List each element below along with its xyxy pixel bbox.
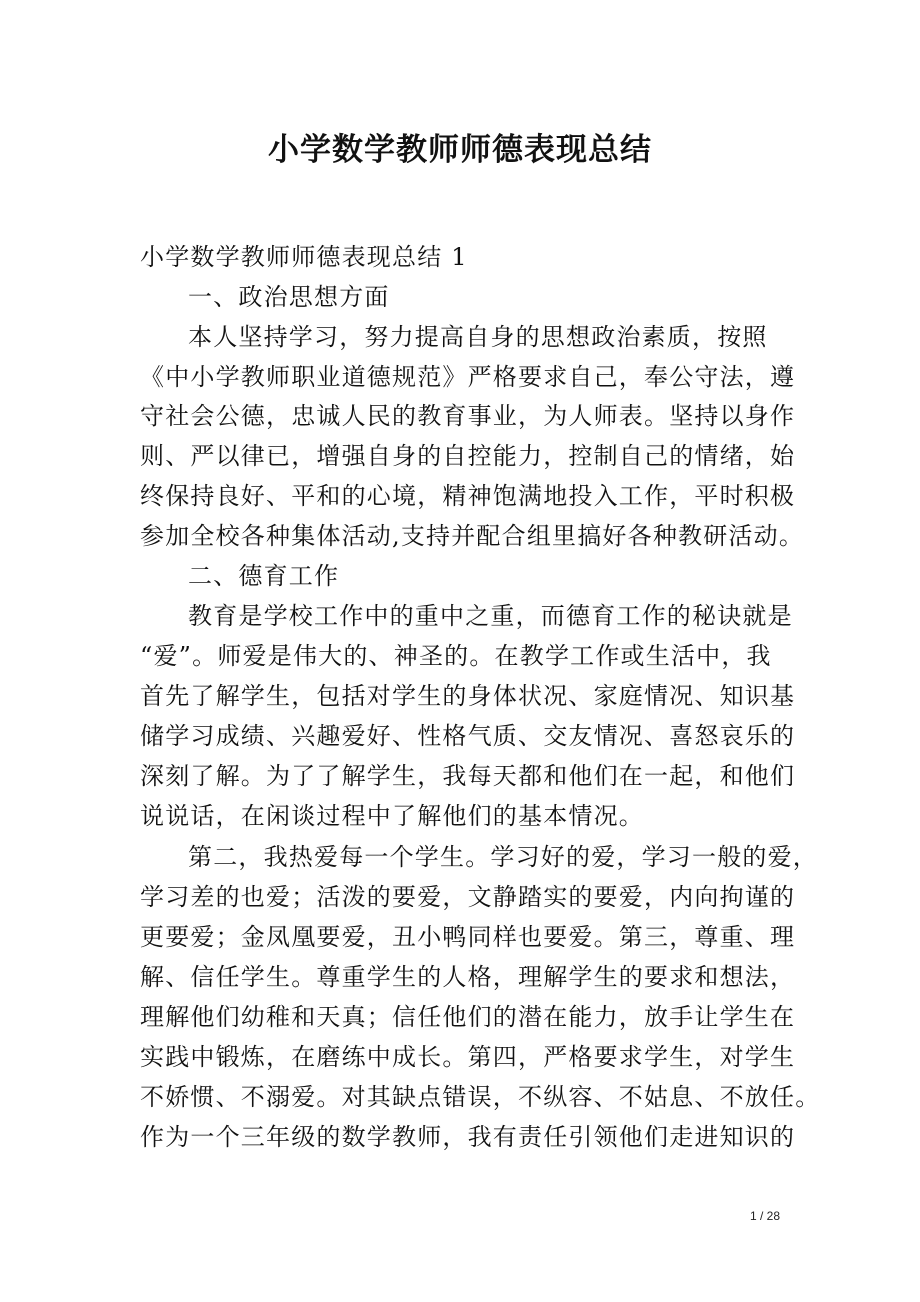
- paragraph-line: 更要爱；金凤凰要爱，丑小鸭同样也要爱。第三，尊重、理: [140, 923, 796, 951]
- paragraph-line: 首先了解学生，包括对学生的身体状况、家庭情况、知识基: [140, 682, 796, 710]
- paragraph-line: 不娇惯、不溺爱。对其缺点错误，不纵容、不姑息、不放任。: [140, 1083, 821, 1111]
- subheading-politics: 一、政治思想方面: [188, 283, 390, 311]
- paragraph-line: “爱”。师爱是伟大的、神圣的。在教学工作或生活中，我: [140, 642, 772, 670]
- paragraph-line: 说说话，在闲谈过程中了解他们的基本情况。: [140, 802, 644, 830]
- document-title: 小学数学教师师德表现总结: [268, 132, 652, 168]
- subheading-moral-education: 二、德育工作: [188, 562, 340, 590]
- paragraph-line: 理解他们幼稚和天真；信任他们的潜在能力，放手让学生在: [140, 1003, 796, 1031]
- paragraph-line: 《中小学教师职业道德规范》严格要求自己，奉公守法，遵: [140, 363, 796, 391]
- paragraph-line: 终保持良好、平和的心境，精神饱满地投入工作，平时积极: [140, 482, 796, 510]
- paragraph-line: 作为一个三年级的数学教师，我有责任引领他们走进知识的: [140, 1123, 796, 1151]
- paragraph-line: 参加全校各种集体活动,支持并配合组里搞好各种教研活动。: [140, 522, 805, 550]
- paragraph-line: 守社会公德，忠诚人民的教育事业，为人师表。坚持以身作: [140, 402, 796, 430]
- paragraph-line: 教育是学校工作中的重中之重，而德育工作的秘诀就是: [188, 602, 793, 630]
- paragraph-line: 则、严以律已，增强自身的自控能力，控制自己的情绪，始: [140, 442, 796, 470]
- paragraph-line: 解、信任学生。尊重学生的人格，理解学生的要求和想法，: [140, 963, 796, 991]
- paragraph-line: 第二，我热爱每一个学生。学习好的爱，学习一般的爱，: [188, 843, 818, 871]
- paragraph-line: 学习差的也爱；活泼的要爱，文静踏实的要爱，内向拘谨的: [140, 883, 796, 911]
- section-heading: 小学数学教师师德表现总结 1: [140, 243, 468, 271]
- paragraph-line: 深刻了解。为了了解学生，我每天都和他们在一起，和他们: [140, 762, 796, 790]
- paragraph-line: 储学习成绩、兴趣爱好、性格气质、交友情况、喜怒哀乐的: [140, 722, 796, 750]
- page-number: 1 / 28: [749, 1209, 780, 1223]
- paragraph-line: 本人坚持学习，努力提高自身的思想政治素质，按照: [188, 323, 768, 351]
- paragraph-line: 实践中锻炼，在磨练中成长。第四，严格要求学生，对学生: [140, 1043, 796, 1071]
